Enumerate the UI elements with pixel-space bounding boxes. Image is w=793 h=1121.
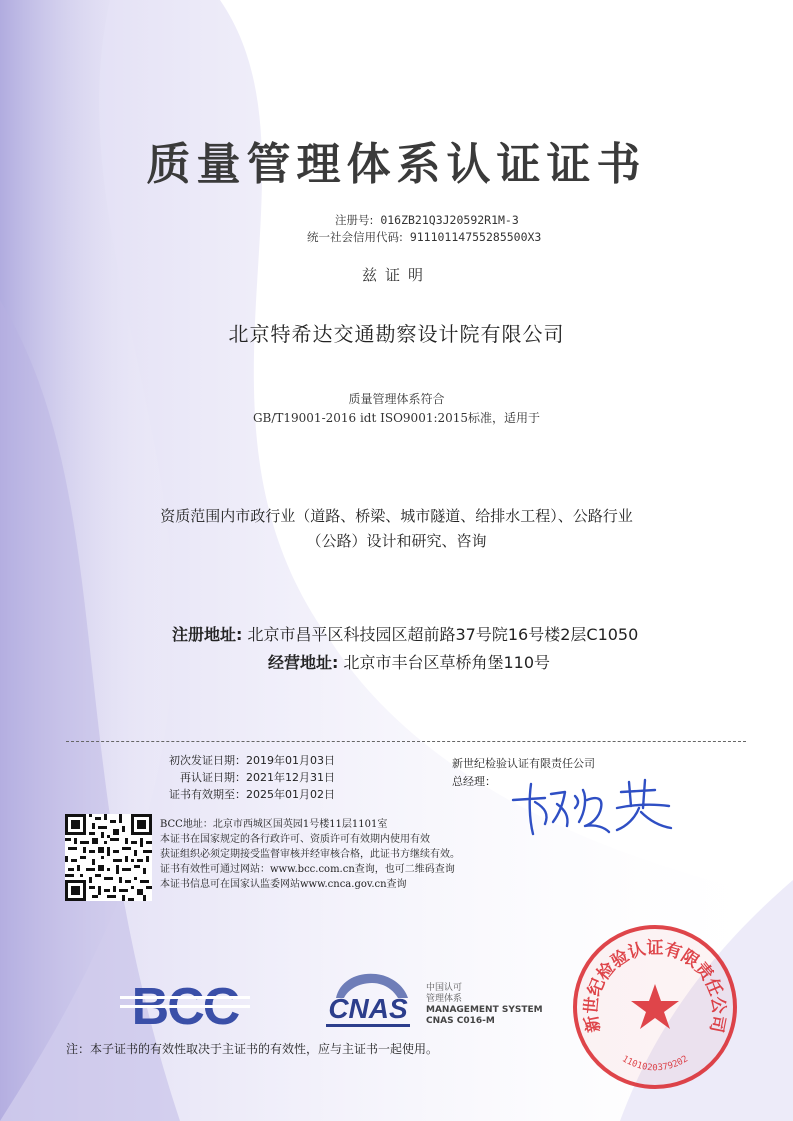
business-address-label: 经营地址: — [268, 653, 339, 672]
scope-line-2: （公路）设计和研究、咨询 — [306, 532, 487, 550]
certificate-info — [160, 817, 460, 892]
business-address-value: 北京市丰台区草桥角堡110号 — [343, 653, 551, 672]
first-issue-value: 2019年01月03日 — [246, 754, 335, 767]
seal-number: 1101020379202 — [620, 1054, 690, 1074]
first-issue-row — [146, 752, 335, 768]
registration-number-row — [335, 212, 519, 228]
bcc-logo — [120, 978, 250, 1034]
info-line-1: BCC地址：北京市西城区国英园1号楼11层1101室 — [160, 819, 388, 830]
info-line-3: 获证组织必须定期接受监督审核并经审核合格，此证书方继续有效。 — [160, 849, 460, 860]
issuer-name: 新世纪检验认证有限责任公司 — [452, 757, 595, 770]
cnas-caption-en-1: MANAGEMENT SYSTEM — [426, 1005, 543, 1015]
signature-image — [505, 778, 680, 838]
registration-number-label: 注册号: — [335, 213, 374, 227]
cnas-caption-cn-2: 管理体系 — [426, 994, 463, 1004]
company-seal — [570, 922, 740, 1092]
info-line-4: 证书有效性可通过网站：www.bcc.com.cn查询，也可二维码查询 — [160, 864, 455, 875]
scope-line-1: 资质范围内市政行业（道路、桥梁、城市隧道、给排水工程）、公路行业 — [160, 507, 633, 525]
footnote: 注：本子证书的有效性取决于主证书的有效性，应与主证书一起使用。 — [66, 1042, 439, 1056]
registered-address — [172, 622, 638, 645]
info-line-2: 本证书在国家规定的各行政许可、资质许可有效期内使用有效 — [160, 834, 430, 845]
valid-until-row — [146, 786, 335, 802]
valid-until-label: 证书有效期至： — [169, 788, 246, 801]
divider — [66, 741, 746, 742]
cnas-logo-text: CNAS — [328, 993, 408, 1024]
credit-code-row — [307, 229, 541, 245]
credit-code-value: 91110114755285500X3 — [409, 230, 542, 244]
first-issue-label: 初次发证日期： — [169, 754, 246, 767]
registered-address-value: 北京市昌平区科技园区超前路37号院16号楼2层C1050 — [247, 625, 639, 644]
credit-code-label: 统一社会信用代码: — [307, 230, 403, 244]
valid-until-value: 2025年01月02日 — [246, 788, 335, 801]
cnas-caption — [426, 983, 543, 1027]
cnas-caption-en-2: CNAS C016-M — [426, 1016, 495, 1026]
cnas-logo — [318, 968, 418, 1038]
company-name: 北京特希达交通勘察设计院有限公司 — [228, 322, 565, 346]
qr-code-image — [65, 814, 152, 901]
registration-number-value: 016ZB21Q3J20592R1M-3 — [380, 213, 519, 227]
registered-address-label: 注册地址: — [172, 625, 243, 644]
reissue-row — [146, 769, 335, 785]
conformity-line-2: GB/T19001-2016 idt ISO9001:2015标准，适用于 — [252, 411, 541, 425]
info-line-5: 本证书信息可在国家认监委网站www.cnca.gov.cn查询 — [160, 879, 407, 890]
reissue-label: 再认证日期： — [180, 771, 246, 784]
hereby-certify: 兹证明 — [361, 266, 431, 284]
certificate-title: 质量管理体系认证证书 — [146, 139, 647, 190]
reissue-value: 2021年12月31日 — [246, 771, 335, 784]
general-manager-label: 总经理： — [452, 775, 496, 788]
conformity-line-1: 质量管理体系符合 — [348, 392, 445, 406]
cnas-caption-cn-1: 中国认可 — [426, 983, 463, 993]
seal-text: 新世纪检验认证有限责任公司 — [581, 938, 729, 1035]
business-address — [268, 650, 550, 673]
